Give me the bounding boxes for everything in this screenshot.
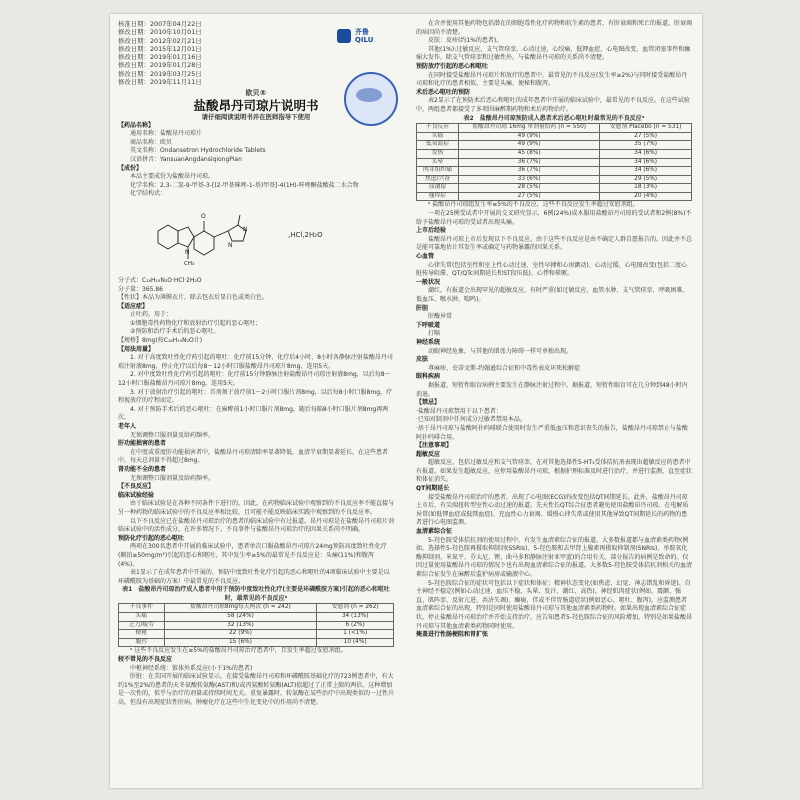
- postmarketing-line: 潮红，有报道会出现罕见的超敏反应，有时严重(如过敏反应、血管水肿、支气管痉挛、呼吸困难、低血压、喉水肿、喘鸣)。: [416, 287, 689, 303]
- table-cell: 焦虑/兴奋: [417, 175, 459, 184]
- name-line: 商品名称：欧贝: [130, 138, 173, 146]
- table-cell: 瘙痒症: [417, 192, 459, 201]
- table-cell: 6 (2%): [317, 621, 394, 630]
- postop-paragraph: 表2显示了在预防术后恶心和呕吐的成年患者中开展的临床试验中，最常见的不良反应。在这些试验中，两组患者都接受了多项围麻醉期药物和术后药物治疗。: [416, 97, 690, 113]
- table-row: [119, 613, 394, 622]
- table-cell: 头痛: [417, 132, 459, 141]
- qt-paragraph: 接受盐酸昂丹司琼治疗的患者，出现了心电图(ECG)的改变包括QT间期延长。此外，盐酸昂丹司琼上市后，有尖端扭转型室性心动过速的报道。先天性长QT综合征患者避免使用盐酸昂丹司琼。在电解质异常(如低钾血症或低镁血症)、充血性心力衰竭、缓慢心律失常或使用其他导致QT间期延长的药物的患者进行心电图监测。: [416, 493, 689, 527]
- table-cell: 35 (7%): [600, 141, 692, 150]
- postmarketing-line: 荨麻疹、史蒂文斯-约翰逊综合征和中毒性表皮坏死松解症: [428, 364, 581, 372]
- adverse-paragraph: 在含并使用其他药物包括潜在的细胞毒性化疗药物和抗生素的患者，有肝衰竭和死亡的报道，肝衰竭的病因尚不清楚。: [416, 20, 693, 36]
- svg-text:N: N: [243, 225, 248, 233]
- section-heading-precautions: 【注意事项】: [416, 442, 453, 450]
- table-row: [119, 630, 394, 639]
- table-cell: 腹泻: [119, 638, 165, 647]
- table-cell: 头晕: [417, 158, 459, 167]
- composition-line: 化学名称：2,3-二氢-9-甲基-3-[(2-甲基咪唑-1-基)甲基]-4(1H)-咔唑酮盐酸盐二水合物: [130, 181, 359, 189]
- svg-text:N: N: [228, 241, 233, 249]
- renal-text: 无须调整口服剂量及给药频率。: [130, 474, 215, 482]
- table-header-cell: 盐酸昂丹司琼 16mg 单剂量给药 (n = 550): [459, 124, 600, 133]
- subheading-postop: 术后恶心呕吐的预防: [416, 88, 471, 96]
- subheading-elderly: 老年人: [118, 423, 137, 430]
- name-line: 汉语拼音：YansuanAngdansiqiongPian: [130, 155, 242, 163]
- formula-salt-label: ,HCl,2H₂O: [288, 230, 323, 239]
- postmarketing-line: 盐酸昂丹司琼上市后发现以下不良反应。由于这些不良反应是由不确定人群自愿报告的，因此并不总是能可靠地估计其发生率或确定与药物暴露的因果关系。: [416, 235, 693, 252]
- table-row: [417, 158, 692, 167]
- svg-text:CH₃: CH₃: [184, 260, 195, 267]
- section-heading-usage: 【用法用量】: [118, 345, 155, 353]
- contraindication-line: ·已知对制剂中任何成分过敏者禁用本品。: [416, 416, 526, 424]
- table-cell: 头痛: [119, 613, 165, 622]
- trial-paragraph: 以下不良反应已在盐酸昂丹司琼治疗的患者的临床试验中有过报道。昂丹司琼是在盐酸昂丹司琼片剂临床试验中的活性成分。在许多情况下，不良事件与盐酸昂丹司琼治疗的因果关系尚不明确。: [118, 517, 395, 534]
- adverse-paragraph: 皮肤：皮疹(约1%的患者)。: [428, 37, 503, 45]
- composition-line: 本品主要成份为盐酸昂丹司琼。: [130, 173, 215, 181]
- molecular-formula: 分子式：C₁₈H₁₉N₃O·HCl·2H₂O: [118, 276, 202, 284]
- elderly-text: 无须调整口服剂量及给药频率。: [130, 431, 215, 439]
- postmarketing-line: 心律失常(包括室性和室上性心动过速、室性早搏和心房颤动)、心动过缓、心电图改变(包括二度心脏传导阻滞、QT/QTc间期延长和ST段压低)、心悸和晕厥。: [416, 261, 688, 278]
- table-cell: 20 (4%): [600, 192, 692, 201]
- table-cell: 发热: [417, 149, 459, 158]
- section-heading-name: 【药品名称】: [118, 121, 155, 129]
- table-cell: 28 (5%): [459, 184, 600, 193]
- table-row: [417, 167, 692, 176]
- section-heading-contraindications: 【禁忌】: [416, 399, 441, 407]
- table-cell: 22 (9%): [164, 630, 317, 639]
- adverse-paragraph: 其他(1%):过敏反应，支气管痉挛，心动过速，心绞痛，低钾血症，心电图改变，血管闭塞事件和癫痫大发作，除支气管痉挛和过敏性外，与盐酸昂丹司琼的关系尚不清楚。: [416, 45, 691, 62]
- table-header-cell: 安慰剂 (n = 262): [317, 604, 394, 613]
- table-header-row: [417, 124, 692, 133]
- section-heading-adverse: 【不良反应】: [118, 483, 155, 491]
- postmarketing-line: 一项在25例受试者中开展的交叉研究显示，6例(24%)成木服用盐酸昂丹司琼的受试者和2例(8%)不给予盐酸昂丹司琼的受试者出现头痛。: [416, 210, 692, 226]
- structural-formula: [118, 201, 394, 275]
- table-cell: 36 (7%): [459, 158, 600, 167]
- subheading-renal: 肾功能不全的患者: [118, 465, 167, 473]
- subheading-cardio: 心血管: [416, 253, 435, 261]
- indication-line: 止吐药，用于：: [130, 311, 173, 319]
- company-logo: [337, 28, 391, 56]
- usage-paragraph: 3. 对于放射治疗引起的呕吐：首剂须于放疗前1～2小时口服片剂8mg，以后每8小时口服8mg，疗程视放疗的疗程而定。: [118, 388, 393, 405]
- serotonin-paragraph: 5-羟色胺综合征的症状可包括以下症状和体征：精神状态变化(如焦虑、幻觉、神志错乱和昏迷)、自主神经不稳定(例如心动过速、血压不稳、头晕、发汗、潮红、高热)、神经肌肉症状(例如，震颤、强直、肌阵挛、反射亢进、共济失调)、癫痫，伴或不伴胃肠道症状(例如恶心、呕吐、腹泻)。应监测患者血清素综合征的出现，特别是同时使用盐酸昂丹司琼与其他血清素类药物时。如果出现血清素综合征症状，停止盐酸昂丹司琼治疗并开始支持治疗。应告知患者5-羟色胺综合征的风险增加，特别是如果盐酸昂丹司琼与其他血清素类药物同时使用。: [416, 579, 692, 630]
- table-cell: 49 (9%): [459, 141, 600, 150]
- table-row: [417, 184, 692, 193]
- table-header-cell: 不良事件: [119, 604, 165, 613]
- svg-text:O: O: [201, 212, 206, 220]
- table2-footnote: ᵃ 盐酸昂丹司琼组发生率≥5%的不良反应，这些不良反应发生率超过安慰剂组。: [428, 201, 639, 209]
- logo-brand-cn: 齐鲁: [354, 28, 369, 36]
- hepatic-text: 在中度或重度肝功能损害者中，盐酸昂丹司琼清除率显著降低，血清半衰期显著延长，在这些患者中，每天总剂量不得超过8mg。: [118, 448, 389, 465]
- subheading-qt: QT间期延长: [416, 485, 450, 493]
- table-cell: 1 (<1%): [317, 630, 394, 639]
- subheading-radiotherapy: 预防放疗引起的恶心和呕吐: [416, 62, 489, 70]
- subheading-postmarketing: 上市后经验: [416, 227, 447, 235]
- section-heading-indications: 【适应症】: [118, 302, 149, 310]
- usage-paragraph: 2. 对中度致吐性化疗药引起的呕吐：化疗前15分钟静脉注射盐酸昂丹司琼注射液8mg，以后每8～12小时口服盐酸昂丹司琼片8mg，连用5天。: [118, 371, 391, 388]
- table-cell: 58 (24%): [164, 613, 317, 622]
- usage-paragraph: 4. 对于预防手术后的恶心呕吐：在麻醉前1小时口服片剂8mg，随后每隔8小时口服片剂8mg再两次。: [118, 405, 389, 422]
- table-cell: 10 (4%): [317, 638, 394, 647]
- trial-paragraph: 由于临床试验是在各种不同条件下进行的，因此，在药物临床试验中观察到的不良反应率不能直接与另一种药物的临床试验中的不良反应率相比较，且可能不能反映临床实践中观察到的不良反应率。: [118, 500, 395, 516]
- left-column: [118, 20, 394, 708]
- table-cell: 49 (9%): [459, 132, 600, 141]
- subheading-hepatobiliary: 肝胆: [416, 304, 429, 312]
- subheading-trials: 临床试验经验: [118, 491, 155, 499]
- revision-line: 修改日期：2015年12月01日: [118, 44, 202, 53]
- name-line: 英文名称：Ondansetron Hydrochloride Tablets: [130, 147, 266, 155]
- adverse-table-2: [416, 123, 692, 201]
- section-heading-composition: 【成份】: [118, 164, 143, 172]
- read-notice: 请仔细阅读说明书并在医师指导下使用: [201, 112, 311, 121]
- postmarketing-line: 肝酶异常: [428, 313, 453, 321]
- table1-intro: 表1显示了在成年患者中开展的、预防中度致吐性化疗引起的恶心和呕吐的4项临床试验中主要是以环磷酰胺为基础的方案）中最常见的不良反应。: [118, 569, 390, 585]
- chemo-paragraph: 两项在300名患者中开展的临床试验中，患者单次口服盐酸昂丹司琼片24mg预防高度致吐性化疗(顺铂≥50mg/m²)引起的恶心和呕吐，其中发生率≥5%的最常见不良反应是：头痛(11%)和腹泻(4%)。: [118, 543, 387, 568]
- indication-line: ②预防和治疗手术后的恶心呕吐。: [130, 328, 220, 336]
- table-header-cell: 不良反应: [417, 124, 459, 133]
- subheading-uncommon: 较不常见的不良反应: [118, 656, 173, 664]
- revision-line: 修改日期：2019年01月16日: [118, 53, 202, 62]
- adverse-table-1: [118, 603, 394, 647]
- table-cell: 36 (7%): [459, 167, 600, 176]
- contraindication-line: ·盐酸昂丹司琼禁用于以下患者：: [416, 407, 502, 415]
- table-row: [417, 175, 692, 184]
- table-row: [119, 638, 394, 647]
- section-spec: 【规格】8mg(按C₁₈H₁₉N₃O计): [118, 337, 203, 345]
- postmarketing-line: 动眼神经危象，与其他的肌张力障碍一样可单独出现。: [428, 347, 573, 355]
- serotonin-paragraph: 5-羟色胺受体拮抗剂的使用过程中，有发生血清素综合征的报道。大多数报道都与血清素类药物(例如，选择性5-羟色胺再摄取抑制剂(SSRIs)、5-羟色胺和去甲肾上腺素再摄取抑制剂(SNRIs)、单胺氧化酶抑制剂、米氮平、芬太尼、锂、曲马多和静脉注射亚甲蓝)的合用有关。部分报告的病例是致命的。仅因过量使用盐酸昂丹司琼的情况下也有出现血清素综合征的报道。大多数5-羟色胺受体拮抗剂相关的血清素综合征发生在麻醉后监护病房或输液中心。: [416, 536, 692, 578]
- uncommon-paragraph: 中枢神经系统：锥体外系反应(小于1%的患者): [130, 664, 253, 672]
- table1-caption: 表1 盐酸昂丹司琼治疗成人患者中用于预防中度致吐性化疗(主要是环磷酰胺方案)引起的恶心和呕吐时，最常见的不良反应ᵃ: [122, 586, 390, 602]
- table-row: [417, 132, 692, 141]
- revision-line: 修改日期：2019年01月28日: [118, 61, 202, 70]
- subheading-serotonin: 血清素综合征: [416, 528, 453, 536]
- table-header-cell: 安慰剂 Placebo (n = 531): [600, 124, 692, 133]
- table-cell: 34 (6%): [600, 158, 692, 167]
- logo-mark-icon: [337, 29, 351, 43]
- leaflet-sheet: [110, 14, 702, 788]
- table-cell: 34 (6%): [600, 167, 692, 176]
- right-column: [416, 20, 692, 640]
- table-cell: 32 (13%): [164, 621, 317, 630]
- contraindication-line: ·基于昂丹司琼与盐酸阿扑吗啡联合使用时发生严重低血压和意识丧失的报告，盐酸昂丹司琼禁止与盐酸阿扑吗啡合用。: [416, 424, 688, 441]
- table-row: [119, 621, 394, 630]
- section-traits: 【性状】本品为薄膜衣片，除去包衣后显白色或类白色。: [118, 294, 269, 302]
- table-row: [417, 149, 692, 158]
- leaflet-title: 盐酸昂丹司琼片说明书: [193, 97, 319, 113]
- table-cell: 27 (5%): [600, 132, 692, 141]
- usage-paragraph: 1. 对于高度致吐性化疗药引起的呕吐：化疗前15分钟、化疗后4小时、8小时各静脉注射盐酸昂丹司琼注射液8mg，停止化疗以后每8～12小时口服盐酸昂丹司琼片8mg，连用5天。: [118, 354, 393, 370]
- uncommon-paragraph: 肝脏：在美国开展的临床试验显示，在接受盐酸昂丹司琼和环磷酰胺基础化疗的723例患者中，有大约1%至2%的患者的天冬氨酸转氨酶(AST)和/或丙氨酸转氨酶(ALT)值超过了正常上限的两倍。这种增加是一次性的，似乎与治疗的剂量或持续时间无关。重复暴露时，转氨酶在某些治疗中出现类似的一过性升高，但没有出现症状性肝病。肿瘤化疗在这些中生化变化中的作用尚不清楚。: [118, 673, 395, 706]
- indication-line: ①细胞毒性药物化疗和放射治疗引起的恶心呕吐；: [130, 319, 262, 327]
- subheading-chemo: 预防化疗引起的恶心呕吐: [118, 534, 185, 542]
- table2-caption: 表2 盐酸昂丹司琼预防成人患者术后恶心呕吐时最常见的不良反应ᵃ: [463, 114, 645, 122]
- subheading-nervous: 神经系统: [416, 338, 441, 346]
- table-cell: 34 (6%): [600, 149, 692, 158]
- postmarketing-line: 打嗝: [428, 330, 441, 338]
- revision-line: 修改日期：2010年10月01日: [118, 28, 202, 37]
- table-cell: 尿潴留: [417, 184, 459, 193]
- table-cell: 18 (3%): [600, 184, 692, 193]
- seal-stamp-icon: [344, 72, 398, 126]
- svg-text:N: N: [185, 248, 190, 256]
- radiotherapy-paragraph: 在同时接受盐酸昂丹司琼片和放疗的患者中，最常见的不良反应(发生率≥2%)与同时接受盐酸昂丹司琼和化疗的患者相似，主要是头痛、便秘和腹泻。: [416, 71, 688, 88]
- table-row: [417, 141, 692, 150]
- hypersensitivity-paragraph: 超敏反应，包括过敏反应和支气管痉挛，在对其他选择性5-HT₃受体拮抗剂表现出超敏反应的患者中有报道。如果发生超敏反应，应停用盐酸昂丹司琼，根据护理标准及时进行治疗，并进行监测，直至症状和体征消失。: [416, 459, 693, 484]
- subheading-eye: 眼科疾病: [416, 373, 441, 381]
- structure-diagram-icon: [148, 201, 288, 273]
- postmarketing-line: 据报道，短暂性眼盲病例主要发生在静脉注射过程中。据报道，短暂性眼盲可在几分钟到48小时内消退。: [416, 381, 688, 398]
- revision-line: 修改日期：2012年02月21日: [118, 36, 202, 45]
- table-header-row: [119, 604, 394, 613]
- table-cell: 15 (6%): [164, 638, 317, 647]
- table-cell: 乏力/疲劳: [119, 621, 165, 630]
- subheading-general: 一般状况: [416, 278, 441, 286]
- name-line: 通用名称：盐酸昂丹司琼片: [130, 130, 203, 138]
- logo-brand-en: QILU: [354, 36, 374, 44]
- subheading-hypersensitivity: 超敏反应: [416, 450, 441, 458]
- table1-footnote: ᵃ 这些不良反应发生在≥5%的盐酸昂丹司琼治疗患者中，且发生率超过安慰剂组。: [130, 647, 347, 655]
- table-cell: 29 (5%): [600, 175, 692, 184]
- table-cell: 34 (13%): [317, 613, 394, 622]
- subheading-ileus: 掩盖进行性肠梗阻和胃扩张: [416, 631, 489, 639]
- brand-mark: 欧贝®: [245, 89, 267, 98]
- table-cell: 33 (6%): [459, 175, 600, 184]
- subheading-skin: 皮肤: [416, 356, 429, 364]
- revision-line: 核准日期：2007年04月22日: [118, 20, 202, 28]
- table-cell: 低氧血症: [417, 141, 459, 150]
- table-header-cell: 盐酸昂丹司琼8mg每天两次 (n = 242): [164, 604, 317, 613]
- table-row: [417, 192, 692, 201]
- table-cell: 45 (8%): [459, 149, 600, 158]
- revision-line: 修改日期：2019年11月11日: [118, 78, 202, 87]
- revision-line: 修改日期：2019年03月25日: [118, 69, 202, 78]
- table-cell: 27 (5%): [459, 192, 600, 201]
- subheading-hepatic: 肝功能损害的患者: [118, 440, 167, 448]
- composition-line: 化学结构式：: [130, 190, 167, 198]
- molecular-weight: 分子量：365.86: [118, 285, 163, 293]
- table-cell: 肉芽组织痛: [417, 167, 459, 176]
- table-cell: 便秘: [119, 630, 165, 639]
- subheading-respiratory: 下呼吸道: [416, 321, 441, 329]
